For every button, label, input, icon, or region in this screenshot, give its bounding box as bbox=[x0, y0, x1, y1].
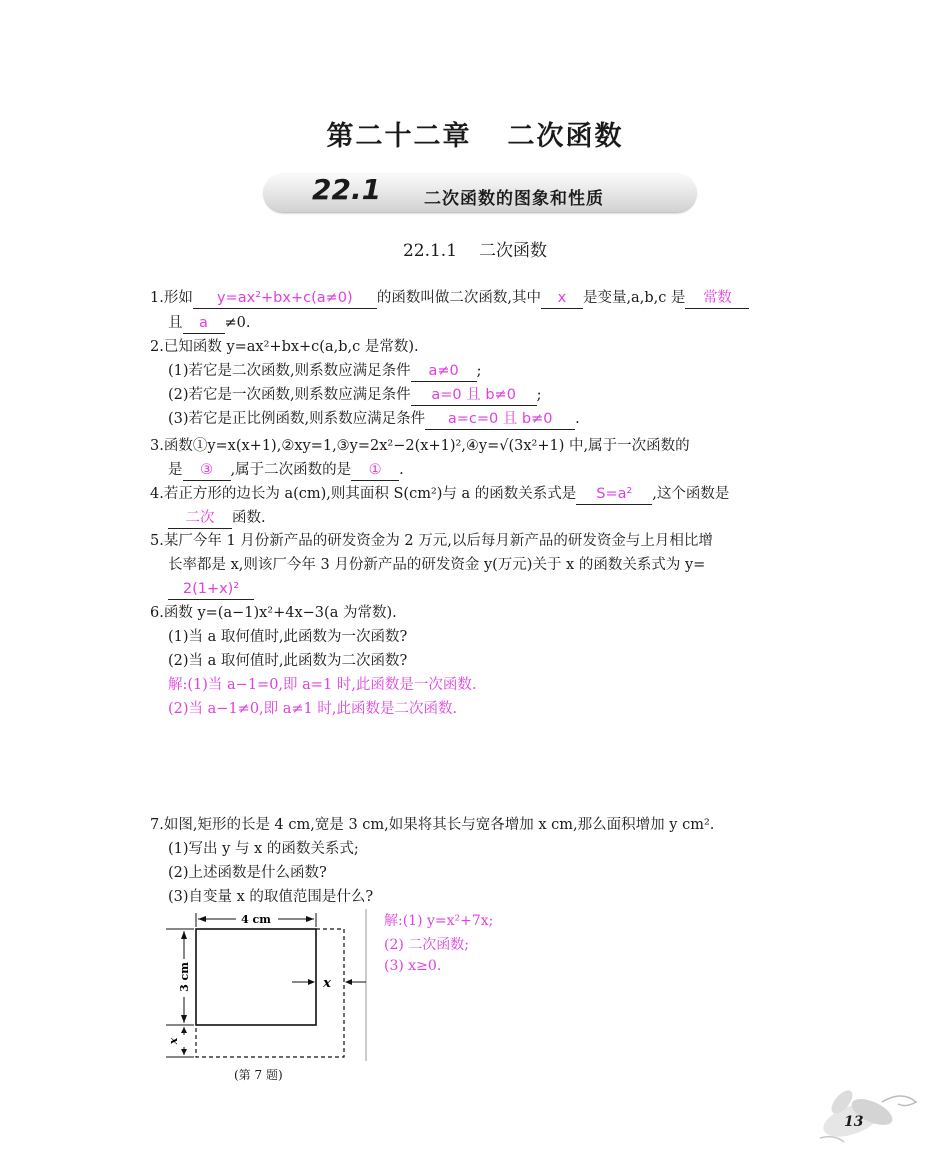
q5-line3 bbox=[168, 579, 254, 600]
q2-answer-1: a≠0 bbox=[411, 361, 477, 382]
q3-answer-1: ③ bbox=[183, 460, 231, 481]
original-rectangle bbox=[196, 929, 316, 1025]
q2-sub3 bbox=[168, 409, 580, 430]
q1-text: 是变量,a,b,c 是 bbox=[582, 290, 686, 306]
enlarged-rectangle bbox=[196, 929, 344, 1057]
q7-answer-2: (2) 二次函数; bbox=[384, 937, 469, 953]
q1-text: 且 bbox=[168, 315, 183, 331]
chapter-title bbox=[0, 114, 950, 153]
q3-answer-2: ① bbox=[351, 460, 399, 481]
q1-answer-1: y=ax²+bx+c(a≠0) bbox=[193, 288, 377, 309]
subsection-title: 二次函数 bbox=[479, 241, 548, 261]
x-label-left: x bbox=[167, 1037, 180, 1045]
q3-line1: 3.函数①y=x(x+1),②xy=1,③y=2x²−2(x+1)²,④y=√(3x²+1) 中,属于一次函数的 bbox=[150, 438, 690, 454]
q2-answer-2: a=0 且 b≠0 bbox=[411, 385, 537, 406]
q1-answer-4: a bbox=[183, 313, 225, 334]
q2-answer-3: a=c=0 且 b≠0 bbox=[425, 409, 575, 430]
q6-sub2: (2)当 a 取何值时,此函数为二次函数? bbox=[168, 653, 408, 669]
q1-answer-2: x bbox=[541, 288, 583, 309]
x-label-right: x bbox=[323, 976, 331, 991]
q6-answer-2: (2)当 a−1≠0,即 a≠1 时,此函数是二次函数. bbox=[168, 701, 458, 717]
q7-stem: 7.如图,矩形的长是 4 cm,宽是 3 cm,如果将其长与宽各增加 x cm,那么面积增加 y cm². bbox=[150, 817, 715, 833]
subsection-number: 22.1.1 bbox=[402, 241, 458, 261]
q4-answer-1: S=a² bbox=[576, 484, 652, 505]
q4-answer-2: 二次 bbox=[168, 508, 232, 529]
q2-sub2 bbox=[168, 385, 542, 406]
q7-answer-3: (3) x≥0. bbox=[384, 958, 442, 974]
q2-text: (2)若它是一次函数,则系数应满足条件 bbox=[168, 387, 411, 403]
q4-text: ,这个函数是 bbox=[652, 486, 730, 502]
figure-caption: (第 7 题) bbox=[234, 1068, 283, 1082]
q6-stem: 6.函数 y=(a−1)x²+4x−3(a 为常数). bbox=[150, 605, 397, 621]
q1-text: ≠0. bbox=[224, 315, 251, 331]
q2-stem: 2.已知函数 y=ax²+bx+c(a,b,c 是常数). bbox=[150, 339, 419, 355]
q3-text: . bbox=[399, 462, 404, 478]
q3-text: ,属于二次函数的是 bbox=[230, 462, 352, 478]
section-number: 22.1 bbox=[312, 173, 382, 206]
chapter-name: 二次函数 bbox=[507, 121, 624, 152]
section-title: 二次函数的图象和性质 bbox=[424, 189, 604, 209]
q2-text: ; bbox=[476, 363, 482, 379]
q1-line2 bbox=[168, 313, 250, 334]
q2-text: . bbox=[575, 411, 580, 427]
q1-answer-3: 常数 bbox=[685, 288, 749, 309]
chapter-number: 第二十二章 bbox=[326, 121, 472, 152]
flower-ornament-icon bbox=[812, 1082, 922, 1152]
q4-text: 4.若正方形的边长为 a(cm),则其面积 S(cm²)与 a 的函数关系式是 bbox=[150, 486, 577, 502]
q4-line1 bbox=[150, 484, 729, 505]
q1-line1 bbox=[150, 288, 749, 309]
q1-text: 1.形如 bbox=[150, 290, 193, 306]
q2-sub1 bbox=[168, 361, 482, 382]
q2-text: ; bbox=[536, 387, 542, 403]
width-label: 3 cm bbox=[178, 962, 191, 992]
length-label: 4 cm bbox=[241, 913, 271, 926]
q2-text: (1)若它是二次函数,则系数应满足条件 bbox=[168, 363, 411, 379]
subsection-heading bbox=[0, 236, 950, 261]
q3-line2 bbox=[168, 460, 404, 481]
q5-answer: 2(1+x)² bbox=[168, 579, 254, 600]
q6-answer-1: 解:(1)当 a−1=0,即 a=1 时,此函数是一次函数. bbox=[168, 677, 477, 693]
q6-sub1: (1)当 a 取何值时,此函数为一次函数? bbox=[168, 629, 408, 645]
q5-line1: 5.某厂今年 1 月份新产品的研发资金为 2 万元,以后每月新产品的研发资金与上月相比增 bbox=[150, 533, 713, 549]
q2-text: (3)若它是正比例函数,则系数应满足条件 bbox=[168, 411, 426, 427]
rectangle-figure bbox=[164, 909, 374, 1065]
q7-sub1: (1)写出 y 与 x 的函数关系式; bbox=[168, 841, 359, 857]
q1-text: 的函数叫做二次函数,其中 bbox=[376, 290, 541, 306]
q7-sub2: (2)上述函数是什么函数? bbox=[168, 865, 327, 881]
q3-text: 是 bbox=[168, 462, 183, 478]
q4-text: 函数. bbox=[232, 510, 266, 526]
page-number: 13 bbox=[844, 1114, 864, 1130]
q4-line2 bbox=[168, 508, 266, 529]
q7-answer-1: 解:(1) y=x²+7x; bbox=[384, 913, 494, 929]
q5-line2: 长率都是 x,则该厂今年 3 月份新产品的研发资金 y(万元)关于 x 的函数关系式为 y= bbox=[168, 557, 706, 573]
q7-sub3: (3)自变量 x 的取值范围是什么? bbox=[168, 889, 374, 905]
